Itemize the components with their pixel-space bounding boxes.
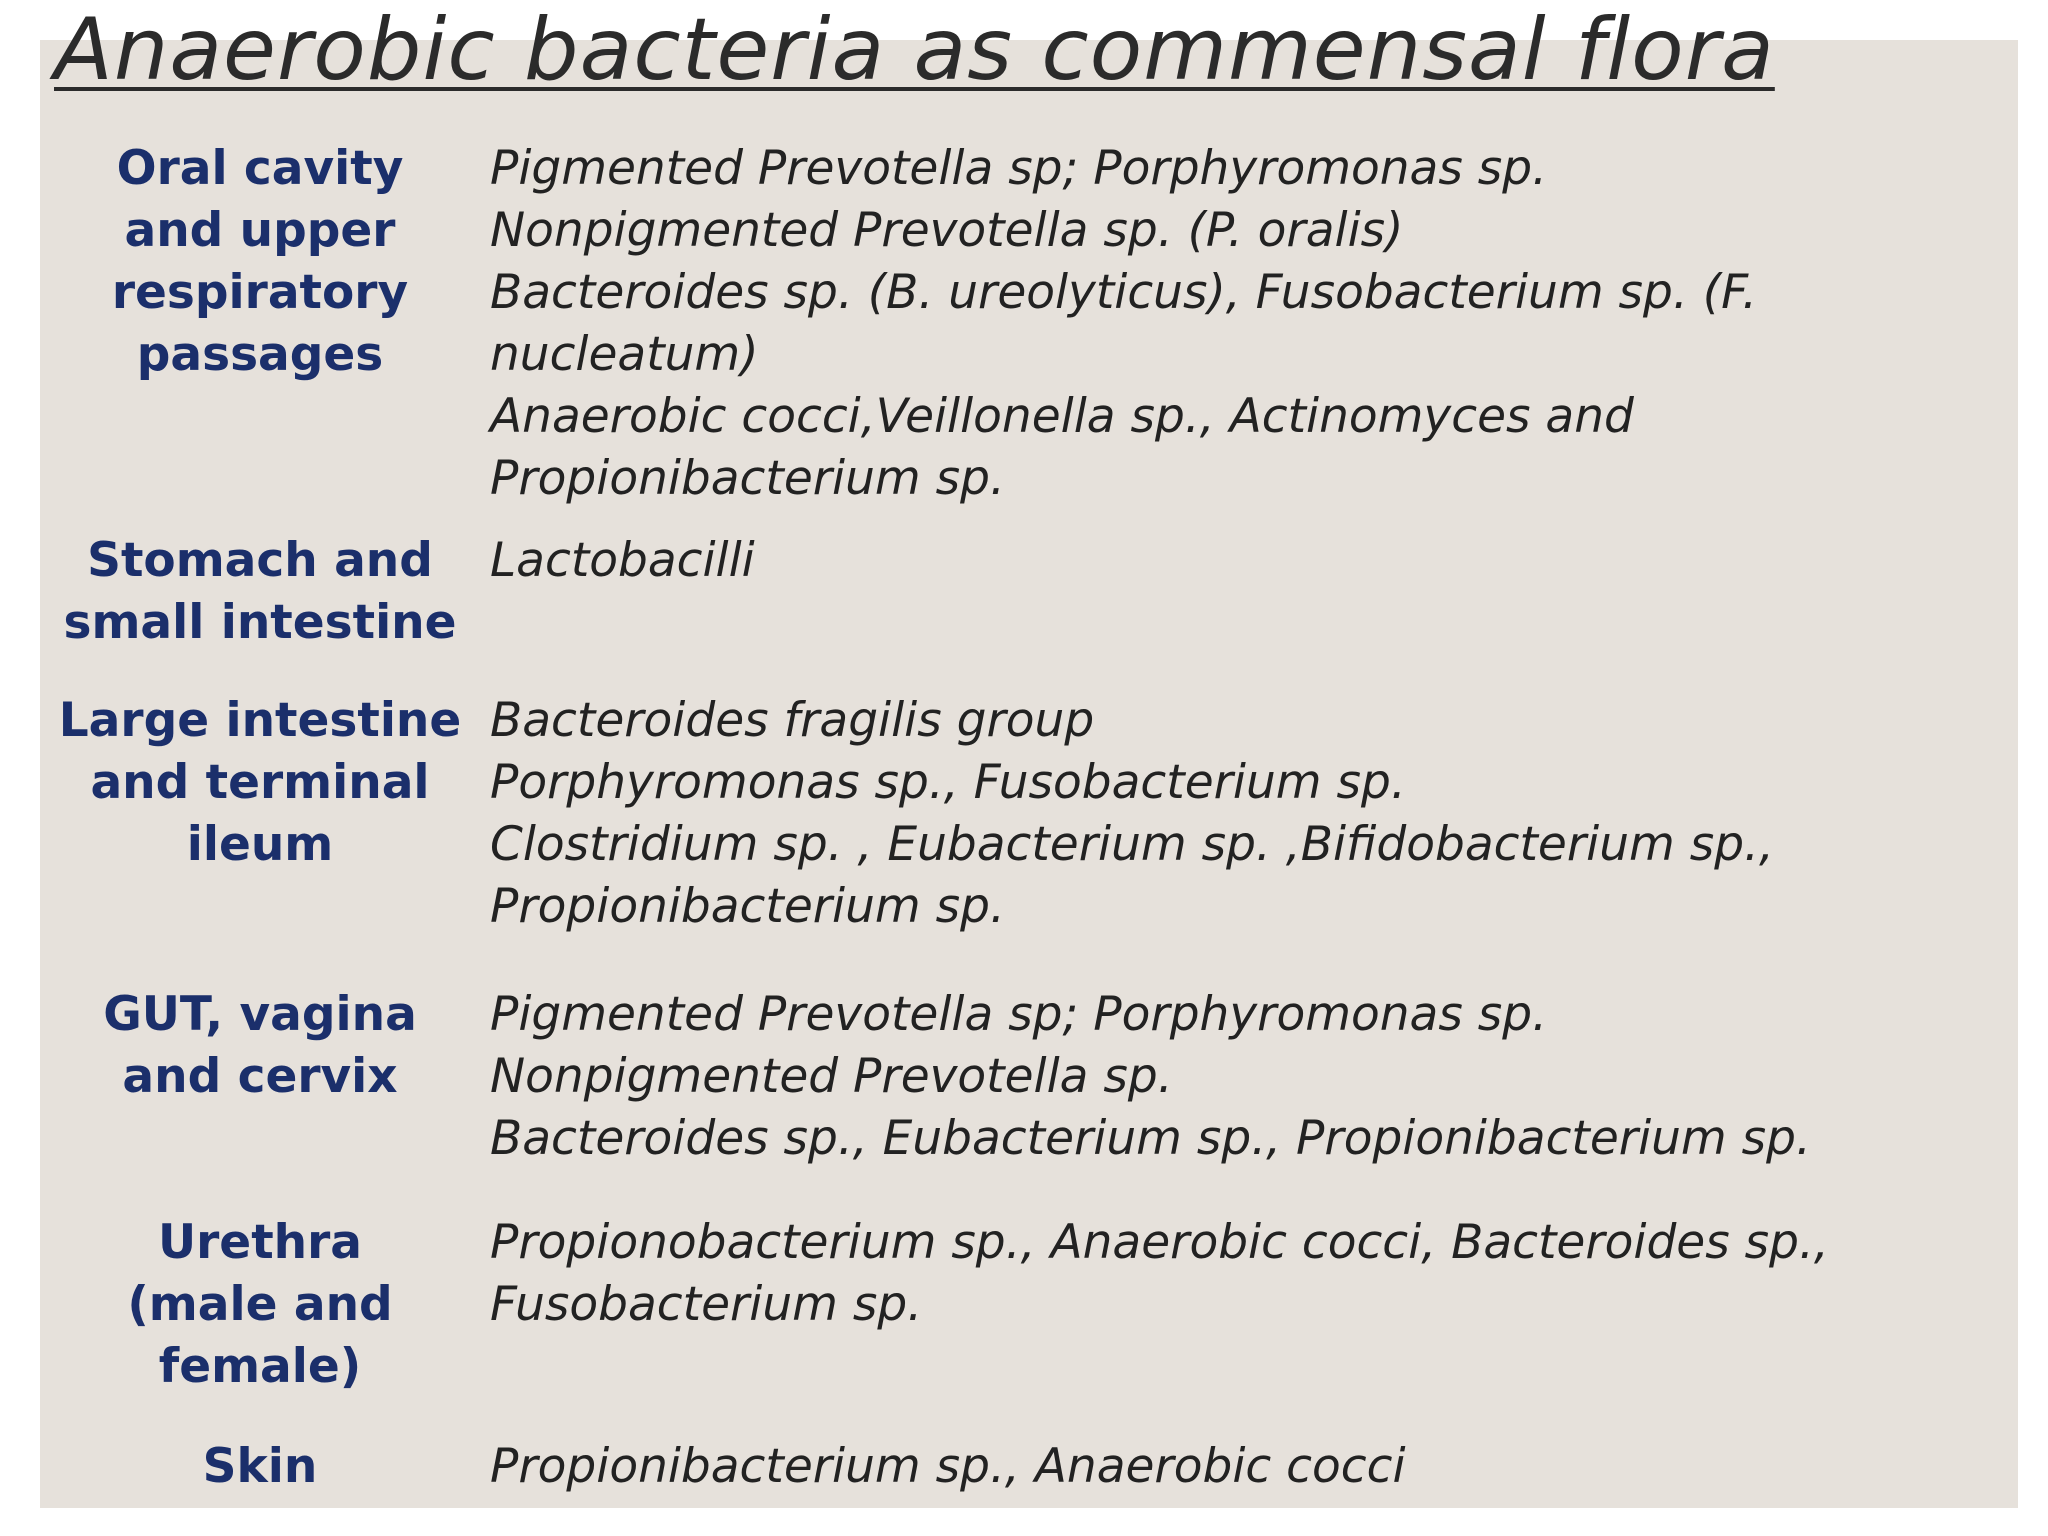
flora-list: [490, 690, 2010, 938]
flora-list: [490, 984, 2010, 1170]
flora-list: [490, 1212, 2010, 1336]
flora-line: Bacteroides sp. (B. ureolyticus), Fusobacterium sp. (F.: [490, 265, 1758, 320]
flora-line: Pigmented Prevotella sp; Porphyromonas sp.: [490, 987, 1548, 1042]
flora-line: Propionibacterium sp.: [490, 451, 1005, 506]
flora-line: Propionibacterium sp.: [490, 879, 1005, 934]
flora-list: [490, 1436, 2010, 1498]
site-label: Skin: [202, 1439, 318, 1494]
site-label: GUT, vagina and cervix: [103, 987, 417, 1104]
flora-line: Pigmented Prevotella sp; Porphyromonas sp.: [490, 141, 1548, 196]
flora-line: nucleatum): [490, 327, 759, 382]
site-label: Large intestine and terminal ileum: [58, 693, 462, 872]
flora-line: Anaerobic cocci,Veillonella sp., Actinomyces and: [490, 389, 1634, 444]
flora-line: Propionobacterium sp., Anaerobic cocci, Bacteroides sp.,: [490, 1215, 1829, 1270]
site-label: Oral cavity and upper respiratory passages: [111, 141, 409, 382]
flora-line: Lactobacilli: [490, 533, 755, 588]
flora-list: [490, 138, 2010, 510]
flora-line: Propionibacterium sp., Anaerobic cocci: [490, 1439, 1406, 1494]
flora-line: Fusobacterium sp.: [490, 1277, 923, 1332]
site-label: Stomach and small intestine: [63, 533, 457, 650]
site-label: Urethra (male and female): [127, 1215, 393, 1394]
flora-line: Nonpigmented Prevotella sp.: [490, 1049, 1173, 1104]
flora-line: Nonpigmented Prevotella sp. (P. oralis): [490, 203, 1404, 258]
flora-line: Bacteroides sp., Eubacterium sp., Propionibacterium sp.: [490, 1111, 1811, 1166]
slide-title: Anaerobic bacteria as commensal flora: [54, 0, 1775, 100]
flora-line: Clostridium sp. , Eubacterium sp. ,Bifidobacterium sp.,: [490, 817, 1774, 872]
flora-line: Bacteroides fragilis group: [490, 693, 1095, 748]
flora-line: Porphyromonas sp., Fusobacterium sp.: [490, 755, 1406, 810]
flora-list: [490, 530, 2010, 592]
